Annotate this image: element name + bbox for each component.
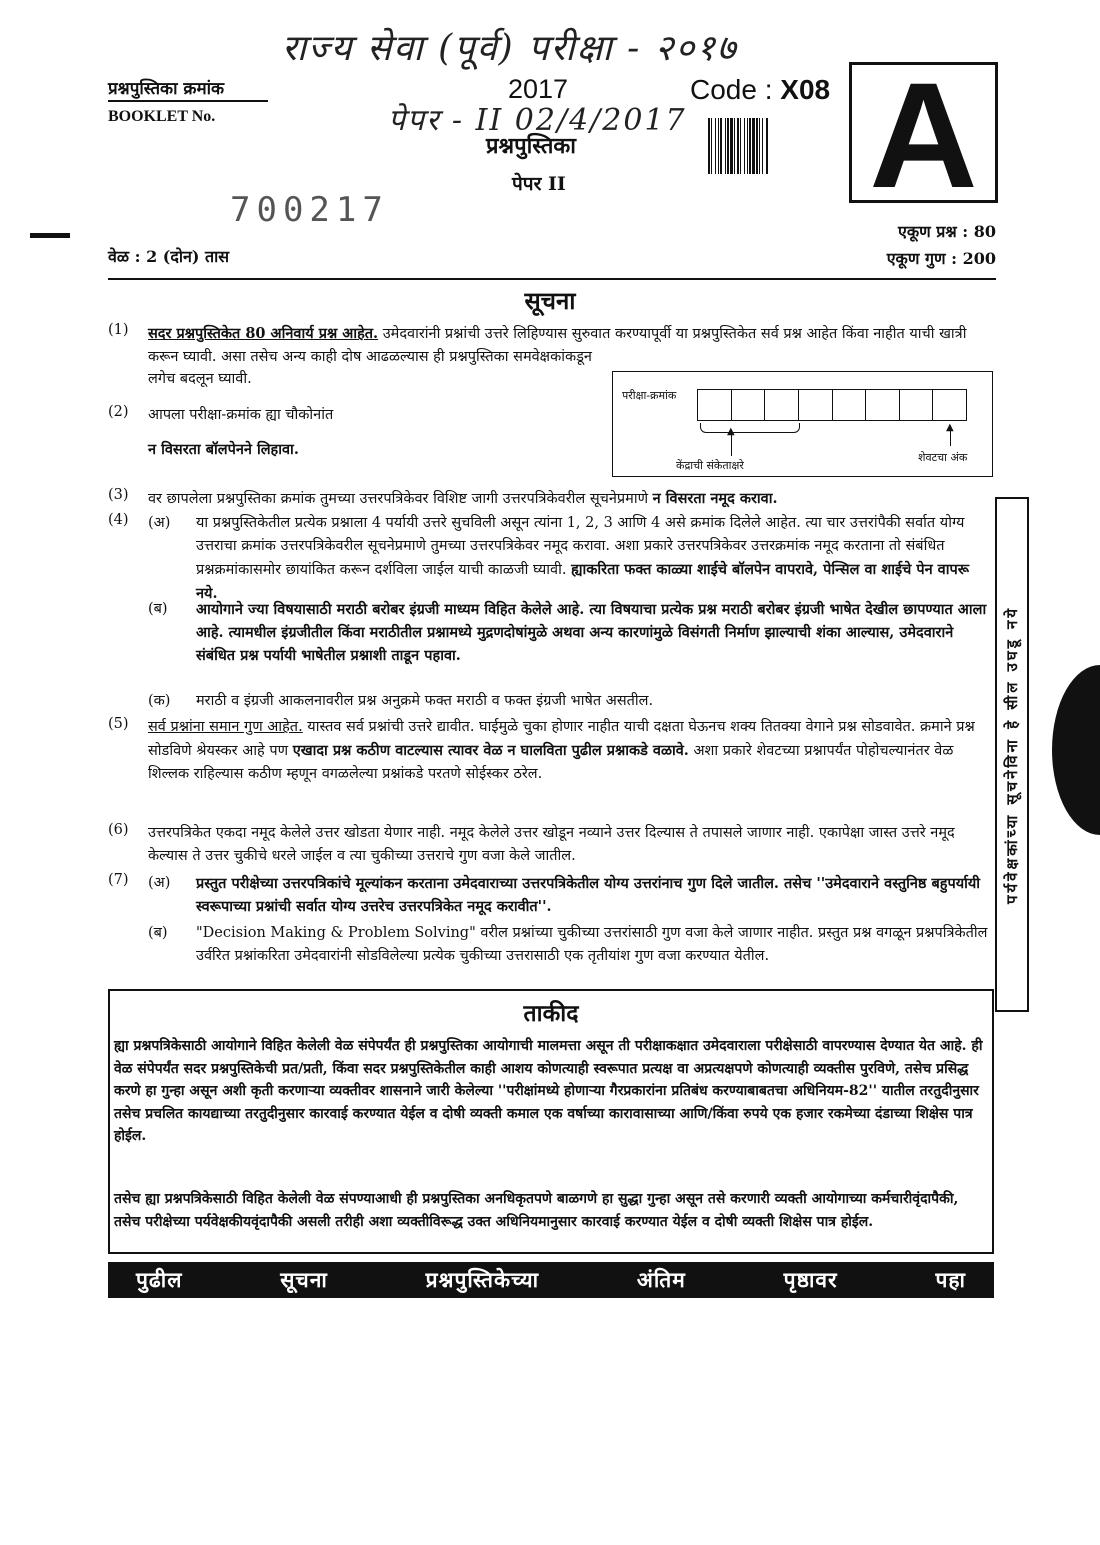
booklet-number-stamp: 700217 [230, 190, 389, 230]
last-digit-label: शेवटचा अंक [918, 451, 968, 464]
booklet-label-english: BOOKLET No. [108, 108, 216, 125]
instruction-5 [148, 716, 996, 786]
warning-paragraph-1: ह्या प्रश्नपत्रिकेसाठी आयोगाने विहित केलेली वेळ संपेपर्यंत ही प्रश्नपुस्तिका आयोगाची मालमत्ता असून ती परीक्षाकक्षात उमेदवाराला परीक्षेसाठी वापरण्यास देण्यात येत आहे. ही वेळ संपेपर्यंत सदर प्रश्नपुस्तिकेची प्रत/प्रती, किंवा सदर प्रश्नपुस्तिकेतील काही आशय कोणत्याही स्वरूपात प्रत्यक्ष वा अप्रत्यक्षपणे कोणत्याही व्यक्तीस पुरविणे, तसेच प्रसिद्ध करणे हा गुन्हा असून अशी कृती करणाऱ्या व्यक्तीवर शासनाने जारी केलेल्या ''परीक्षांमध्ये होणाऱ्या गैरप्रकारांना प्रतिबंध करण्याबाबतचा अधिनियम-82'' यातील तरतुदीनुसार तसेच प्रचलित कायद्याच्या तरतुदीनुसार कारवाई करण्यात येईल व दोषी व्यक्ती कमाल एक वर्षाच्या कारावासाच्या आणि/किंवा रुपये एक हजार रकमेच्या दंडाच्या शिक्षेस पात्र होईल. [114, 1038, 983, 1144]
seat-cell[interactable] [833, 390, 867, 420]
instruction-7a-marker: (अ) [148, 875, 171, 891]
seal-note-box [995, 497, 1029, 1012]
instruction-1-text: उमेदवारांनी प्रश्नांची उत्तरे लिहिण्यास सुरुवात करण्यापूर्वी या प्रश्नपुस्तिकेत सर्व प्रश्न आहेत किंवा नाहीत याची खात्री करून घ्यावी. असा तसेच अन्य काही दोष आढळल्यास ही प्रश्नपुस्तिका समवेक्षकांकडून [148, 326, 967, 365]
header-divider [108, 278, 996, 280]
code-label: Code : [690, 74, 781, 105]
seat-number-label: परीक्षा-क्रमांक [622, 389, 677, 402]
instruction-4c: मराठी व इंग्रजी आकलनावरील प्रश्न अनुक्रमे फक्त मराठी व फक्त इंग्रजी भाषेत असतील. [196, 693, 654, 709]
binding-tab [1052, 665, 1100, 835]
seal-note-text: पर्यवेक्षकांच्या सूचनेविना हे सील उघडू नये [1003, 605, 1022, 904]
instruction-2-emphasis: न विसरता बॉलपेनने लिहावा. [148, 441, 299, 458]
seat-cell[interactable] [866, 390, 900, 420]
instruction-3-text: वर छापलेला प्रश्नपुस्तिका क्रमांक तुमच्या उत्तरपत्रिकेवर विशिष्ट जागी उत्तरपत्रिकेवरील सूचनेप्रमाणे [148, 491, 653, 507]
instruction-5-bold: एखादा प्रश्न कठीण वाटल्यास त्यावर वेळ न घालविता पुढील प्रश्नाकडे वळावे. [292, 742, 689, 759]
seat-number-cells[interactable] [697, 389, 967, 421]
footer-word: अंतिम [636, 1267, 686, 1292]
footer-word: सूचना [280, 1267, 328, 1292]
footer-word: प्रश्नपुस्तिकेच्या [425, 1267, 540, 1292]
instruction-number-3: (3) [108, 487, 129, 503]
instruction-number-1: (1) [108, 322, 129, 338]
instruction-4a-marker: (अ) [148, 515, 171, 531]
barcode [708, 118, 836, 174]
code-value: X08 [780, 74, 831, 105]
arrow-up-icon: ▲ [946, 422, 954, 433]
instruction-4a [196, 512, 992, 606]
instruction-5-text-end: अशा प्रकारे शेवटच्या प्रश्नापर्यंत पोहोचल्यानंतर वेळ शिल्लक राहिल्यास कठीण म्हणून वगळलेल्या प्रश्नांकडे परतणे सोईस्कर ठरेल. [148, 743, 954, 782]
instruction-1-end: लगेच बदलून घ्यावी. [148, 371, 252, 387]
handwritten-exam-title: राज्य सेवा (पूर्व) परीक्षा - २०१७ [282, 28, 738, 69]
set-letter-box [849, 50, 998, 219]
footer-word: पहा [935, 1267, 966, 1292]
center-code-label: केंद्राची संकेताक्षरे [676, 459, 744, 472]
warning-paragraph-2: तसेच ह्या प्रश्नपत्रिकेसाठी विहित केलेली वेळ संपण्याआधी ही प्रश्नपुस्तिका अनधिकृतपणे बाळगणे हा सुद्धा गुन्हा असून तसे करणारी व्यक्ती आयोगाच्या कर्मचारीवृंदापैकी, तसेच परीक्षेच्या पर्यवेक्षकीयवृंदापैकी असली तरीही अशा व्यक्तीविरूद्ध उक्त अधिनियमानुसार कारवाई करण्यात येईल व दोषी व्यक्ती शिक्षेस पात्र होईल. [114, 1191, 959, 1230]
seat-cell[interactable] [698, 390, 732, 420]
seat-cell[interactable] [900, 390, 934, 420]
instruction-number-4: (4) [108, 512, 129, 528]
booklet-code [690, 74, 830, 106]
instruction-7b-marker: (ब) [148, 925, 168, 941]
seat-cell[interactable] [765, 390, 799, 420]
footer-word: पुढील [136, 1267, 183, 1292]
barcode-bar [768, 118, 769, 174]
seat-cell[interactable] [799, 390, 833, 420]
instruction-4b: आयोगाने ज्या विषयासाठी मराठी बरोबर इंग्रजी माध्यम विहित केलेले आहे. त्या विषयाचा प्रत्येक प्रश्न मराठी बरोबर इंग्रजी भाषेत देखील छापण्यात आला आहे. त्यामधील इंग्रजीतील किंवा मराठीतील प्रश्नामध्ये मुद्रणदोषांमुळे अथवा अन्य कारणांमुळे विसंगती निर्माण झाल्याची शंका आल्यास, उमेदवाराने संबंधित प्रश्न पर्यायी भाषेतील प्रश्नाशी ताडून पहावा. [196, 601, 987, 664]
instructions-title: सूचना [524, 286, 576, 315]
instruction-5-emphasis: सर्व प्रश्नांना समान गुण आहेत. [148, 719, 303, 735]
booklet-label-underline [108, 100, 268, 102]
instruction-1 [148, 322, 996, 369]
total-marks: एकूण गुण : 200 [886, 249, 996, 268]
total-questions: एकूण प्रश्न : 80 [897, 222, 996, 241]
arrow-up-icon: ▲ [727, 426, 735, 437]
paper-label: पेपर II [512, 173, 566, 195]
instruction-number-5: (5) [108, 716, 129, 732]
booklet-title: प्रश्नपुस्तिका [486, 133, 576, 159]
instruction-number-2: (2) [108, 404, 129, 420]
instruction-4c-marker: (क) [148, 693, 171, 709]
warning-title: ताकीद [523, 1000, 579, 1027]
instruction-number-6: (6) [108, 822, 129, 838]
instruction-4a-text: या प्रश्नपुस्तिकेतील प्रत्येक प्रश्नाला 4 पर्यायी उत्तरे सुचविली असून त्यांना 1, 2, 3 आणि 4 असे क्रमांक दिलेले आहेत. त्या चार उत्तरांपैकी सर्वात योग्य उत्तराचा क्रमांक उत्तरपत्रिकेवरील सूचनेप्रमाणे तुमच्या उत्तरपत्रिकेवर नमूद करावा. अशा प्रकारे उत्तरपत्रिकेवर उत्तरक्रमांक नमूद करताना तो संबंधित प्रश्नक्रमांकासमोर छायांकित करून दर्शविला जाईल याची काळजी घ्यावी. [196, 515, 965, 578]
set-letter: A [869, 50, 978, 219]
instruction-number-7: (7) [108, 872, 129, 888]
instruction-1-emphasis: सदर प्रश्नपुस्तिकेत 80 अनिवार्य प्रश्न आहेत. [148, 325, 379, 342]
instruction-4b-marker: (ब) [148, 601, 168, 617]
margin-mark [30, 233, 70, 238]
footer-notice-bar [108, 1262, 994, 1298]
seat-cell[interactable] [732, 390, 766, 420]
instruction-2: आपला परीक्षा-क्रमांक ह्या चौकोनांत [148, 407, 334, 423]
instruction-3 [148, 487, 996, 511]
instruction-3-emphasis: न विसरता नमूद करावा. [652, 490, 778, 507]
instruction-7a: प्रस्तुत परीक्षेच्या उत्तरपत्रिकांचे मूल्यांकन करताना उमेदवाराच्या उत्तरपत्रिकेतील योग्य उत्तरांनाच गुण दिले जातील. तसेच ''उमेदवाराने वस्तुनिष्ठ बहुपर्यायी स्वरूपाच्या प्रश्नांची सर्वात योग्य उत्तरेच उत्तरपत्रिकेत नमूद करावीत''. [196, 875, 981, 915]
exam-duration: वेळ : 2 (दोन) तास [108, 247, 230, 266]
instruction-5-text: यास्तव सर्व प्रश्नांची उत्तरे द्यावीत. घाईमुळे चुका होणार नाहीत याची दक्षता घेऊनच शक्य तितक्या वेगाने प्रश्न सोडवावेत. क्रमाने प्रश्न सोडविणे श्रेयस्कर आहे पण [148, 719, 975, 759]
instruction-7b: "Decision Making & Problem Solving" वरील प्रश्नांच्या चुकीच्या उत्तरांसाठी गुण वजा केले जाणार नाहीत. प्रस्तुत प्रश्न वगळून प्रश्नपत्रिकेतील उर्वरित प्रश्नांकरिता उमेदवारांनी सोडविलेल्या प्रत्येक चुकीच्या उत्तरासाठी एक तृतीयांश गुण वजा करण्यात येतील. [196, 925, 988, 964]
footer-word: पृष्ठावर [783, 1267, 838, 1292]
handwritten-paper-date: पेपर - II 02/4/2017 [388, 103, 687, 138]
exam-year: 2017 [508, 74, 569, 104]
center-code-brace [700, 423, 800, 433]
seat-cell[interactable] [933, 390, 966, 420]
instruction-4a-emphasis: ह्याकरिता फक्त काळ्या शाईचे बॉलपेन वापरावे, पेन्सिल वा शाईचे पेन वापरू नये. [196, 561, 969, 602]
booklet-label-marathi: प्रश्नपुस्तिका क्रमांक [108, 79, 225, 99]
instruction-6: उत्तरपत्रिकेत एकदा नमूद केलेले उत्तर खोडता येणार नाही. नमूद केलेले उत्तर खोडून नव्याने उत्तर दिल्यास ते तपासले जाणार नाही. एकापेक्षा जास्त उत्तरे नमूद केल्यास ते उत्तर चुकीचे धरले जाईल व त्या चुकीच्या उत्तराचे गुण वजा केले जातील. [148, 825, 955, 864]
